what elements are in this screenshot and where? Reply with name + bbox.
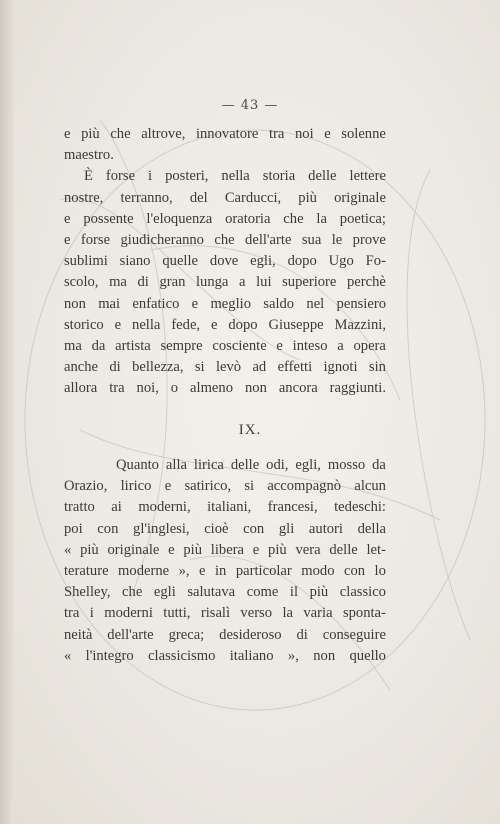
text-line: allora tra noi, o almeno non ancora raggiunti. [64,380,386,397]
text-line: maestro. [64,147,114,164]
text-line: e più che altrove, innovatore tra noi e solenne [64,126,386,142]
text-line: Quanto alla lirica delle odi, egli, mosso da [116,457,386,473]
text-line: anche di bellezza, si levò ad effetti ignoti sin [64,359,386,376]
text-line: « l'integro classicismo italiano », non quello [64,647,386,664]
text-line: neità dell'arte greca; desideroso di conseguire [64,626,386,643]
text-line: scolo, ma di gran lunga a lui superiore perchè [64,274,386,291]
text-line: È forse i posteri, nella storia delle lettere [84,168,386,185]
section-heading: IX. [238,422,262,438]
text-line: Orazio, lirico e satirico, si accompagnò alcun [64,478,386,495]
text-line: poi con gl'inglesi, cioè con gli autori della [64,520,386,537]
text-line: ma da artista sempre cosciente e inteso a opera [64,338,386,355]
text-line: nostre, terranno, del Carducci, più originale [64,189,386,206]
text-line: tratto ai moderni, italiani, francesi, tedeschi: [64,499,386,516]
text-line: « più originale e più libera e più vera delle let- [64,541,386,558]
text-line: non mai enfatico e meglio saldo nel pensiero [64,295,386,312]
page-gutter [0,0,14,824]
text-line: e possente l'eloquenza oratoria che la poetica; [64,210,386,227]
text-line: terature moderne », e in particolar modo con lo [64,563,386,580]
text-line: tra i moderni tutti, risalì verso la varia sponta- [64,605,386,622]
text-line: storico e nella fede, e dopo Giuseppe Mazzini, [64,316,386,333]
paragraph-block-1 [64,124,386,400]
page-number: — 43 — [221,98,279,113]
text-line: Shelley, che egli salutava come il più classico [64,584,386,601]
paragraph-block-2 [64,455,386,667]
text-line: sublimi siano quelle dove egli, dopo Ugo Fo- [64,253,386,270]
text-line: e forse giudicheranno che dell'arte sua le prove [64,232,386,249]
